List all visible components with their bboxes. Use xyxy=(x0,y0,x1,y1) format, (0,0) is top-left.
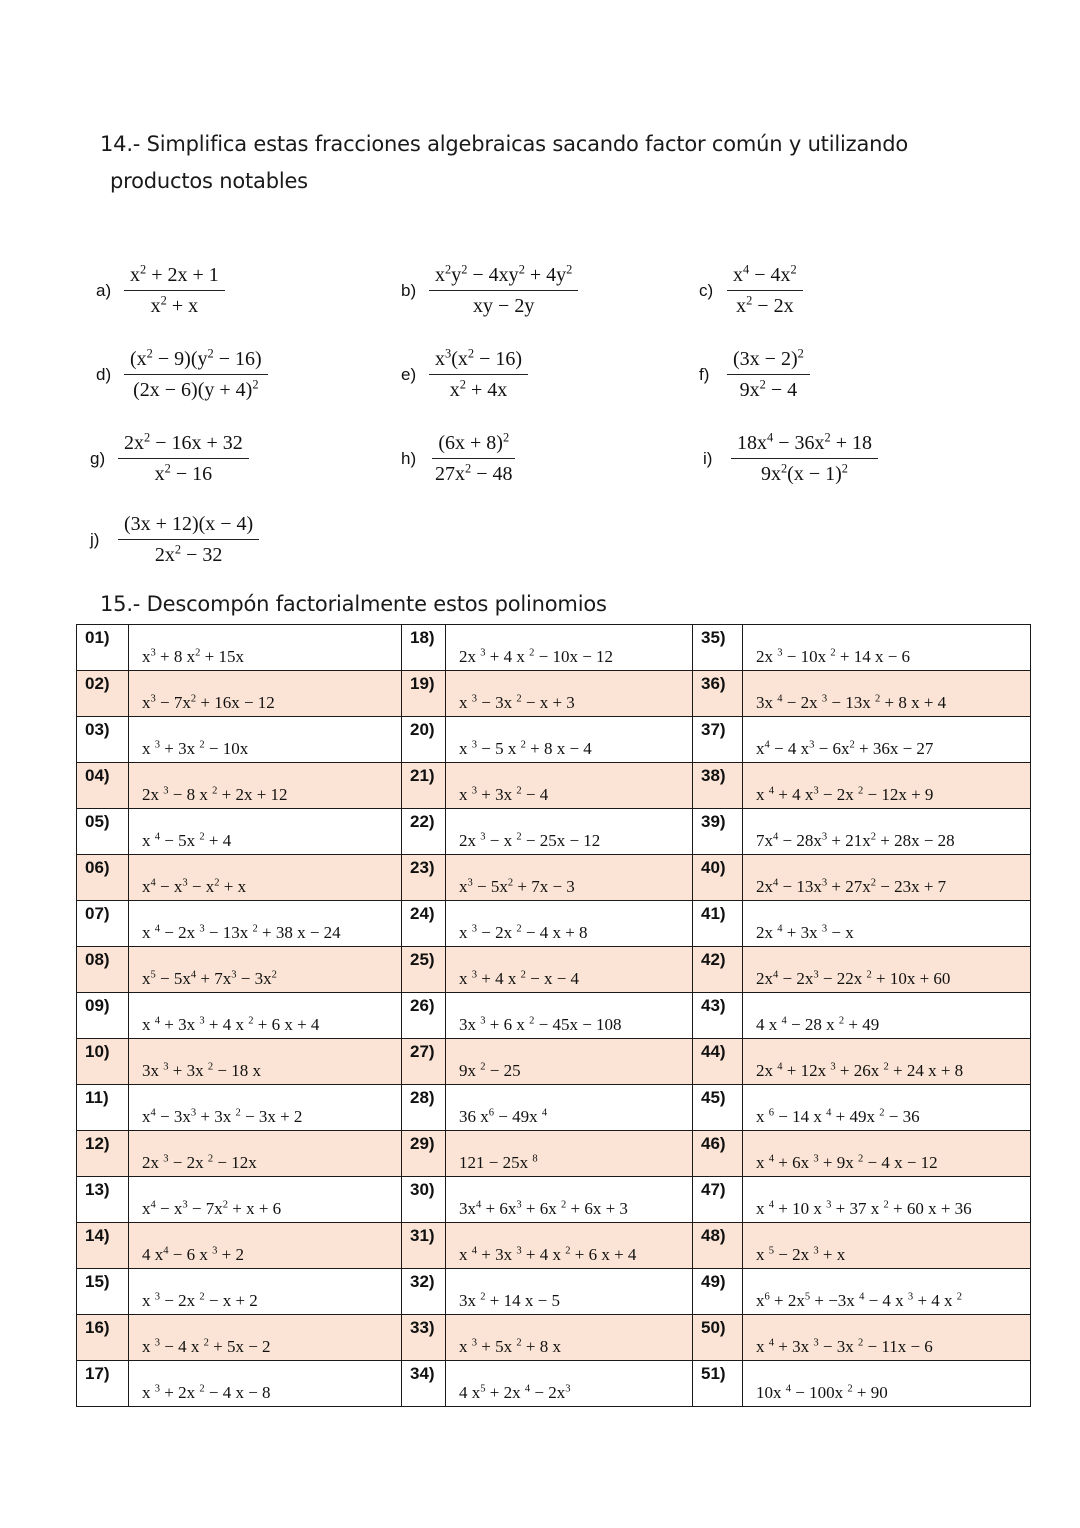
polynomial-cell xyxy=(743,1039,1031,1085)
polynomial-expression: 2x $^3$ + 4 x $^2$ − 10x − 12 xyxy=(459,647,614,666)
table-row xyxy=(77,855,1031,901)
fraction-label: g) xyxy=(90,448,106,468)
exercise-number: 10) xyxy=(77,1039,129,1085)
fraction-exercise xyxy=(703,430,878,487)
exercise-number: 31) xyxy=(402,1223,446,1269)
fraction-numerator: $x^2y^2 - 4xy^2 + 4y^2$ xyxy=(429,262,578,291)
polynomial-expression: $2x^4 - 13x^3 + 27x^2 - 23x + 7$ xyxy=(756,877,947,896)
polynomial-expression: x $^4$ + 3x $^3$ − 3x $^2$ − 11x − 6 xyxy=(756,1337,933,1356)
polynomial-cell xyxy=(129,671,402,717)
fraction-exercise xyxy=(96,262,225,319)
fraction-numerator: $18x^4 - 36x^2 + 18$ xyxy=(731,430,878,459)
fraction-denominator: $27x^2 - 48$ xyxy=(435,461,513,485)
polynomial-expression: 4 $x^4 - 6$ x $^3$ + 2 xyxy=(142,1245,244,1264)
polynomial-expression: x $^6$ − 14 x $^4$ + 49x $^2$ − 36 xyxy=(756,1107,920,1126)
polynomial-expression: 3x $^3$ + 6 x $^2$ − 45x − 108 xyxy=(459,1015,622,1034)
fraction-denominator: $x^2 + 4x$ xyxy=(449,377,508,401)
polynomial-expression: 36 $x^6 - 49x$ $^4$ xyxy=(459,1107,548,1126)
polynomial-expression: 2x $^3$ − 8 x $^2$ + 2x + 12 xyxy=(142,785,288,804)
fraction-label: f) xyxy=(699,364,710,384)
polynomial-cell xyxy=(446,1177,693,1223)
polynomial-expression: x $^3$ − 5 x $^2$ + 8 x − 4 xyxy=(459,739,592,758)
polynomial-cell xyxy=(743,809,1031,855)
exercise-number: 36) xyxy=(693,671,743,717)
polynomial-cell xyxy=(446,947,693,993)
polynomial-cell xyxy=(743,625,1031,671)
polynomial-cell xyxy=(129,855,402,901)
fraction xyxy=(727,262,803,319)
fraction xyxy=(118,511,259,568)
polynomial-expression: x $^4$ + 10 x $^3$ + 37 x $^2$ + 60 x + 36 xyxy=(756,1199,972,1218)
table-row xyxy=(77,625,1031,671)
polynomial-cell xyxy=(743,1177,1031,1223)
exercise-number: 42) xyxy=(693,947,743,993)
table-row xyxy=(77,993,1031,1039)
polynomial-expression: x $^4$ − 5x $^2$ + 4 xyxy=(142,831,232,850)
exercise-number: 02) xyxy=(77,671,129,717)
polynomial-expression: 3x $^4$ − 2x $^3$ − 13x $^2$ + 8 x + 4 xyxy=(756,693,947,712)
polynomial-cell xyxy=(743,1315,1031,1361)
table-row xyxy=(77,1223,1031,1269)
polynomial-expression: x $^3$ + 3x $^2$ − 10x xyxy=(142,739,249,758)
exercise-number: 29) xyxy=(402,1131,446,1177)
polynomial-cell xyxy=(129,717,402,763)
polynomial-expression: 4 $x^5 + 2x$ $^4 - 2x^3$ xyxy=(459,1383,571,1402)
exercise-number: 49) xyxy=(693,1269,743,1315)
table-row xyxy=(77,1361,1031,1407)
polynomial-expression: 4 x $^4$ − 28 x $^2$ + 49 xyxy=(756,1015,880,1034)
polynomial-cell xyxy=(743,1085,1031,1131)
polynomial-cell xyxy=(129,1039,402,1085)
polynomial-expression: x $^3$ − 4 x $^2$ + 5x − 2 xyxy=(142,1337,271,1356)
table-row xyxy=(77,809,1031,855)
exercise-number: 06) xyxy=(77,855,129,901)
polynomial-expression: 2x $^3$ − 2x $^2$ − 12x xyxy=(142,1153,257,1172)
exercise-number: 07) xyxy=(77,901,129,947)
polynomial-expression: x $^5$ − 2x $^3$ + x xyxy=(756,1245,846,1264)
exercise-number: 43) xyxy=(693,993,743,1039)
exercise-number: 25) xyxy=(402,947,446,993)
polynomial-cell xyxy=(446,901,693,947)
exercise-number: 51) xyxy=(693,1361,743,1407)
section-14-subtitle: productos notables xyxy=(110,169,308,193)
polynomial-cell xyxy=(446,625,693,671)
fraction xyxy=(124,346,268,403)
polynomial-cell xyxy=(446,763,693,809)
polynomial-cell xyxy=(446,1269,693,1315)
exercise-number: 03) xyxy=(77,717,129,763)
polynomial-expression: 2x $^3$ − 10x $^2$ + 14 x − 6 xyxy=(756,647,911,666)
polynomial-expression: x $^3$ + 5x $^2$ + 8 x xyxy=(459,1337,561,1356)
exercise-number: 34) xyxy=(402,1361,446,1407)
fraction-exercise xyxy=(699,346,810,403)
polynomial-expression: x $^3$ − 2x $^2$ − 4 x + 8 xyxy=(459,923,588,942)
polynomial-expression: x $^3$ + 3x $^2$ − 4 xyxy=(459,785,549,804)
exercise-number: 41) xyxy=(693,901,743,947)
fraction-denominator: $x^2 - 16$ xyxy=(154,461,213,485)
polynomial-cell xyxy=(129,1269,402,1315)
fraction-denominator: $x^2 + x$ xyxy=(150,293,199,317)
fraction-exercise xyxy=(699,262,803,319)
polynomial-cell xyxy=(446,671,693,717)
polynomial-cell xyxy=(743,947,1031,993)
fraction-denominator: $(2x - 6)(y + 4)^2$ xyxy=(133,377,259,401)
section-14-title: 14.- Simplifica estas fracciones algebraicas sacando factor común y utilizando xyxy=(100,132,908,156)
fraction-denominator: xy − 2y xyxy=(473,295,535,317)
exercise-number: 39) xyxy=(693,809,743,855)
polynomial-expression: $x^3 - 7x^2 + 16x - 12$ xyxy=(142,693,275,712)
exercise-number: 50) xyxy=(693,1315,743,1361)
exercise-number: 35) xyxy=(693,625,743,671)
polynomial-cell xyxy=(743,1269,1031,1315)
fraction-exercise xyxy=(401,346,528,403)
exercise-number: 26) xyxy=(402,993,446,1039)
exercise-number: 24) xyxy=(402,901,446,947)
polynomial-expression: x $^4$ − 2x $^3$ − 13x $^2$ + 38 x − 24 xyxy=(142,923,341,942)
polynomial-cell xyxy=(129,1177,402,1223)
polynomial-cell xyxy=(743,671,1031,717)
polynomials-table xyxy=(76,624,1031,1407)
fraction-label: j) xyxy=(90,529,100,549)
polynomial-expression: 10x $^4$ − 100x $^2$ + 90 xyxy=(756,1383,888,1402)
polynomial-cell xyxy=(129,901,402,947)
fraction-numerator: $2x^2 - 16x + 32$ xyxy=(118,430,249,459)
polynomial-cell xyxy=(446,1085,693,1131)
fraction-label: c) xyxy=(699,280,714,300)
exercise-number: 04) xyxy=(77,763,129,809)
polynomial-expression: $7x^4 - 28x^3 + 21x^2 + 28x - 28$ xyxy=(756,831,955,850)
exercise-number: 21) xyxy=(402,763,446,809)
fraction-exercise xyxy=(401,262,578,319)
polynomial-cell xyxy=(129,625,402,671)
polynomial-cell xyxy=(446,1039,693,1085)
fraction-label: d) xyxy=(96,364,112,384)
polynomial-expression: $x^3 - 5x^2 + 7x - 3$ xyxy=(459,877,575,896)
polynomial-cell xyxy=(129,1315,402,1361)
exercise-number: 27) xyxy=(402,1039,446,1085)
polynomial-cell xyxy=(446,809,693,855)
fraction-numerator: $x^4 - 4x^2$ xyxy=(727,262,803,291)
polynomial-cell xyxy=(743,1223,1031,1269)
exercise-number: 08) xyxy=(77,947,129,993)
polynomial-expression: $x^6 + 2x^5 + -3x$ $^4$ − 4 x $^3$ + 4 x $^2$ xyxy=(756,1291,963,1310)
fraction-label: h) xyxy=(401,448,417,468)
table-row xyxy=(77,1085,1031,1131)
exercise-number: 12) xyxy=(77,1131,129,1177)
fraction-exercise xyxy=(96,346,268,403)
exercise-number: 14) xyxy=(77,1223,129,1269)
table-row xyxy=(77,901,1031,947)
fraction-numerator: $(3x - 2)^2$ xyxy=(727,346,810,375)
table-row xyxy=(77,763,1031,809)
exercise-number: 48) xyxy=(693,1223,743,1269)
exercise-number: 11) xyxy=(77,1085,129,1131)
exercise-number: 16) xyxy=(77,1315,129,1361)
polynomial-expression: 2x $^3$ − x $^2$ − 25x − 12 xyxy=(459,831,601,850)
fraction-numerator: $(6x + 8)^2$ xyxy=(432,430,515,459)
fraction-denominator: $9x^2 - 4$ xyxy=(739,377,798,401)
polynomial-expression: x $^4$ + 6x $^3$ + 9x $^2$ − 4 x − 12 xyxy=(756,1153,938,1172)
exercise-number: 05) xyxy=(77,809,129,855)
fraction-label: i) xyxy=(703,448,713,468)
polynomial-cell xyxy=(743,763,1031,809)
polynomial-expression: x $^4$ + 3x $^3$ + 4 x $^2$ + 6 x + 4 xyxy=(142,1015,320,1034)
exercise-number: 18) xyxy=(402,625,446,671)
polynomial-cell xyxy=(743,1361,1031,1407)
exercise-number: 23) xyxy=(402,855,446,901)
polynomial-cell xyxy=(446,1223,693,1269)
polynomial-cell xyxy=(446,1131,693,1177)
polynomial-cell xyxy=(129,1223,402,1269)
table-row xyxy=(77,1131,1031,1177)
section-15-title: 15.- Descompón factorialmente estos polinomios xyxy=(100,592,607,616)
fraction-numerator: (3x + 12)(x − 4) xyxy=(118,511,259,540)
exercise-number: 38) xyxy=(693,763,743,809)
exercise-number: 15) xyxy=(77,1269,129,1315)
polynomial-cell xyxy=(743,717,1031,763)
fraction xyxy=(429,262,578,319)
polynomial-expression: x $^4$ + 3x $^3$ + 4 x $^2$ + 6 x + 4 xyxy=(459,1245,637,1264)
polynomial-expression: $3x^4 + 6x^3 + 6x$ $^2$ + 6x + 3 xyxy=(459,1199,628,1218)
exercise-number: 32) xyxy=(402,1269,446,1315)
table-row xyxy=(77,1269,1031,1315)
exercise-number: 46) xyxy=(693,1131,743,1177)
polynomial-expression: $x^5 - 5x^4 + 7x^3 - 3x^2$ xyxy=(142,969,277,988)
polynomial-expression: 2x $^4$ + 12x $^3$ + 26x $^2$ + 24 x + 8 xyxy=(756,1061,964,1080)
polynomial-cell xyxy=(446,993,693,1039)
polynomial-cell xyxy=(446,717,693,763)
fraction-numerator: $x^3(x^2 - 16)$ xyxy=(429,346,528,375)
polynomial-expression: $x^4 - x^3 - x^2 + x$ xyxy=(142,877,247,896)
polynomial-cell xyxy=(446,1361,693,1407)
table-row xyxy=(77,671,1031,717)
polynomial-expression: 3x $^2$ + 14 x − 5 xyxy=(459,1291,560,1310)
table-row xyxy=(77,1039,1031,1085)
polynomial-cell xyxy=(446,1315,693,1361)
polynomial-expression: x $^3$ − 3x $^2$ − x + 3 xyxy=(459,693,575,712)
polynomial-expression: x $^4$ + 4 $x^3 - 2x$ $^2$ − 12x + 9 xyxy=(756,785,934,804)
polynomial-expression: $x^4 - 4$ $x^3 - 6x^2 + 36x - 27$ xyxy=(756,739,934,758)
polynomial-cell xyxy=(743,855,1031,901)
polynomial-expression: $x^4 - 3x^3 + 3x$ $^2$ − 3x + 2 xyxy=(142,1107,303,1126)
fraction-label: b) xyxy=(401,280,417,300)
exercise-number: 33) xyxy=(402,1315,446,1361)
exercise-number: 40) xyxy=(693,855,743,901)
polynomial-cell xyxy=(743,901,1031,947)
fraction-exercise xyxy=(401,430,518,487)
polynomial-expression: $x^3 + 8$ $x^2 + 15x$ xyxy=(142,647,244,666)
exercise-number: 19) xyxy=(402,671,446,717)
exercise-number: 22) xyxy=(402,809,446,855)
exercise-number: 44) xyxy=(693,1039,743,1085)
fraction xyxy=(429,430,518,487)
polynomial-expression: 9x $^2$ − 25 xyxy=(459,1061,521,1080)
fraction-denominator: $9x^2(x - 1)^2$ xyxy=(760,461,848,485)
polynomial-expression: $x^4 - x^3 - 7x^2 + x + 6$ xyxy=(142,1199,282,1218)
polynomial-expression: x $^3$ − 2x $^2$ − x + 2 xyxy=(142,1291,258,1310)
polynomial-expression: 3x $^3$ + 3x $^2$ − 18 x xyxy=(142,1061,261,1080)
exercise-number: 20) xyxy=(402,717,446,763)
polynomial-expression: x $^3$ + 2x $^2$ − 4 x − 8 xyxy=(142,1383,271,1402)
table-row xyxy=(77,717,1031,763)
exercise-number: 17) xyxy=(77,1361,129,1407)
exercise-number: 45) xyxy=(693,1085,743,1131)
exercise-number: 09) xyxy=(77,993,129,1039)
polynomial-cell xyxy=(129,947,402,993)
exercise-number: 13) xyxy=(77,1177,129,1223)
fraction xyxy=(429,346,528,403)
fraction xyxy=(124,262,225,319)
polynomial-cell xyxy=(129,1361,402,1407)
fraction-label: a) xyxy=(96,280,112,300)
fraction xyxy=(731,430,878,487)
table-row xyxy=(77,947,1031,993)
polynomial-cell xyxy=(129,763,402,809)
fraction xyxy=(118,430,249,487)
fraction-label: e) xyxy=(401,364,417,384)
table-row xyxy=(77,1315,1031,1361)
polynomial-cell xyxy=(129,1131,402,1177)
polynomial-cell xyxy=(743,1131,1031,1177)
exercise-number: 47) xyxy=(693,1177,743,1223)
polynomial-expression: 2x $^4$ + 3x $^3$ − x xyxy=(756,923,854,942)
exercise-number: 37) xyxy=(693,717,743,763)
exercise-number: 30) xyxy=(402,1177,446,1223)
fraction-numerator: $x^2 + 2x + 1$ xyxy=(124,262,225,291)
polynomial-cell xyxy=(129,993,402,1039)
fraction-exercise xyxy=(90,511,259,568)
table-row xyxy=(77,1177,1031,1223)
fraction-denominator: $x^2 - 2x$ xyxy=(736,293,794,317)
exercise-number: 01) xyxy=(77,625,129,671)
polynomial-cell xyxy=(129,809,402,855)
fraction-numerator: $(x^2 - 9)(y^2 - 16)$ xyxy=(124,346,268,375)
exercise-number: 28) xyxy=(402,1085,446,1131)
polynomial-expression: x $^3$ + 4 x $^2$ − x − 4 xyxy=(459,969,580,988)
fraction xyxy=(727,346,810,403)
fraction-exercise xyxy=(90,430,249,487)
polynomial-cell xyxy=(446,855,693,901)
polynomial-expression: 121 − 25x $^8$ xyxy=(459,1153,538,1172)
polynomial-cell xyxy=(743,993,1031,1039)
polynomial-expression: $2x^4 - 2x^3 - 22x$ $^2$ + 10x + 60 xyxy=(756,969,951,988)
fraction-denominator: $2x^2 - 32$ xyxy=(154,542,223,566)
polynomial-cell xyxy=(129,1085,402,1131)
